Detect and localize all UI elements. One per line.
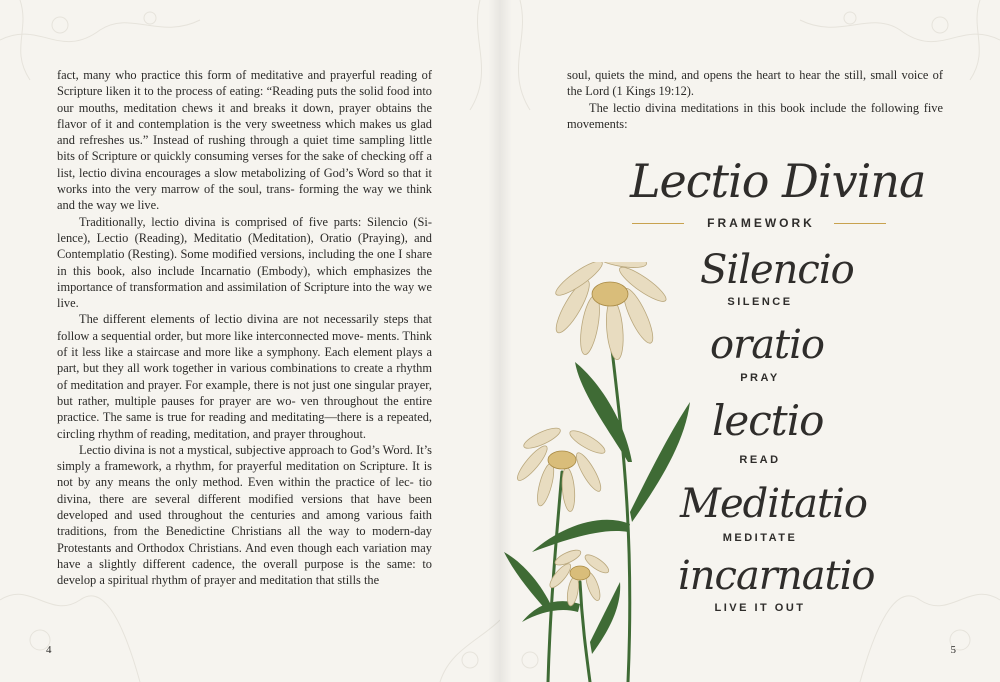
- movement-english-read: READ: [739, 454, 781, 466]
- book-gutter: [488, 0, 512, 682]
- movement-latin-incarnatio: incarnatio: [678, 553, 875, 599]
- framework-title: Lectio Divina: [630, 154, 926, 208]
- right-page: [500, 0, 1000, 682]
- gold-rule-right: [834, 223, 886, 224]
- movement-latin-lectio: lectio: [712, 396, 824, 445]
- framework-subtitle: FRAMEWORK: [707, 216, 815, 230]
- left-body-text: [57, 67, 432, 589]
- echinacea-flowers-illustration: [500, 262, 700, 682]
- paragraph: The different elements of lectio divina are not necessarily steps that follow a sequential order, but more like interconnected move- ments. Think of it less like a staircase and more like a symphony. Each element plays a part, but they all work together in various combinations to create a rhythm of meditation and prayer. For example, there is not just one singular prayer, but rather, multiple pauses for prayer are wo- ven throughout the entire practice. The same is true for reading and meditating—there is a repeated, circling rhythm of reading, meditation, and prayer throughout.: [57, 312, 432, 441]
- right-body-text: [567, 67, 943, 132]
- paragraph: Lectio divina is not a mystical, subjective approach to God’s Word. It’s simply a framework, a rhythm, for prayerful meditation on Scripture. It is not by any means the only method. Even within the practice of lec- tio divina, there are several different modified versions that have been developed and used throughout the centuries and among various faith traditions, from the Benedictine Christians all the way to modern-day Protestants and Orthodox Christians. And even though each variation may have a slightly different cadence, the overall purpose is the same: to develop a spiritual rhythm of prayer and meditation that stills the: [57, 442, 432, 588]
- paragraph: soul, quiets the mind, and opens the heart to hear the still, small voice of the Lord (1 Kings 19:12).: [567, 68, 943, 99]
- paragraph: fact, many who practice this form of meditative and prayerful reading of Scripture liken it to the process of eating: “Reading puts the solid food into our mouths, meditation chews it and breaks it down, prayer obtains the flavor of it and contemplation is the very sweetness which makes us glad and refreshes us.” Instead of rushing through a quiet time sampling little bits of Scripture or quickly consuming verses for the sake of checking off a list, lectio divina encourages a slow metabolizing of God’s Word so that it works into the very marrow of the soul, trans- forming the way we think and the way we live.: [57, 68, 432, 213]
- movement-english-silence: SILENCE: [727, 296, 793, 308]
- movement-latin-oratio: oratio: [710, 322, 824, 368]
- page-number: 4: [46, 644, 52, 656]
- gold-rule-left: [632, 223, 684, 224]
- movement-english-pray: PRAY: [740, 372, 780, 384]
- movement-english-live-it-out: LIVE IT OUT: [714, 602, 806, 614]
- movement-latin-meditatio: Meditatio: [680, 481, 867, 527]
- movement-latin-silencio: Silencio: [700, 247, 854, 293]
- movement-english-meditate: MEDITATE: [722, 532, 798, 544]
- page-number: 5: [950, 644, 956, 656]
- paragraph: Traditionally, lectio divina is comprised of five parts: Silencio (Si- lence), Lectio (Reading), Meditatio (Meditation), Oratio (Praying), and Contemplatio (Resting). Some modified versions, including the one I share in this book, also include Incarnatio (Embody), which emphasizes the importance of transformation and assimilation of Scripture into the way we live.: [57, 214, 432, 311]
- paragraph: The lectio divina meditations in this book include the following five movements:: [567, 100, 943, 131]
